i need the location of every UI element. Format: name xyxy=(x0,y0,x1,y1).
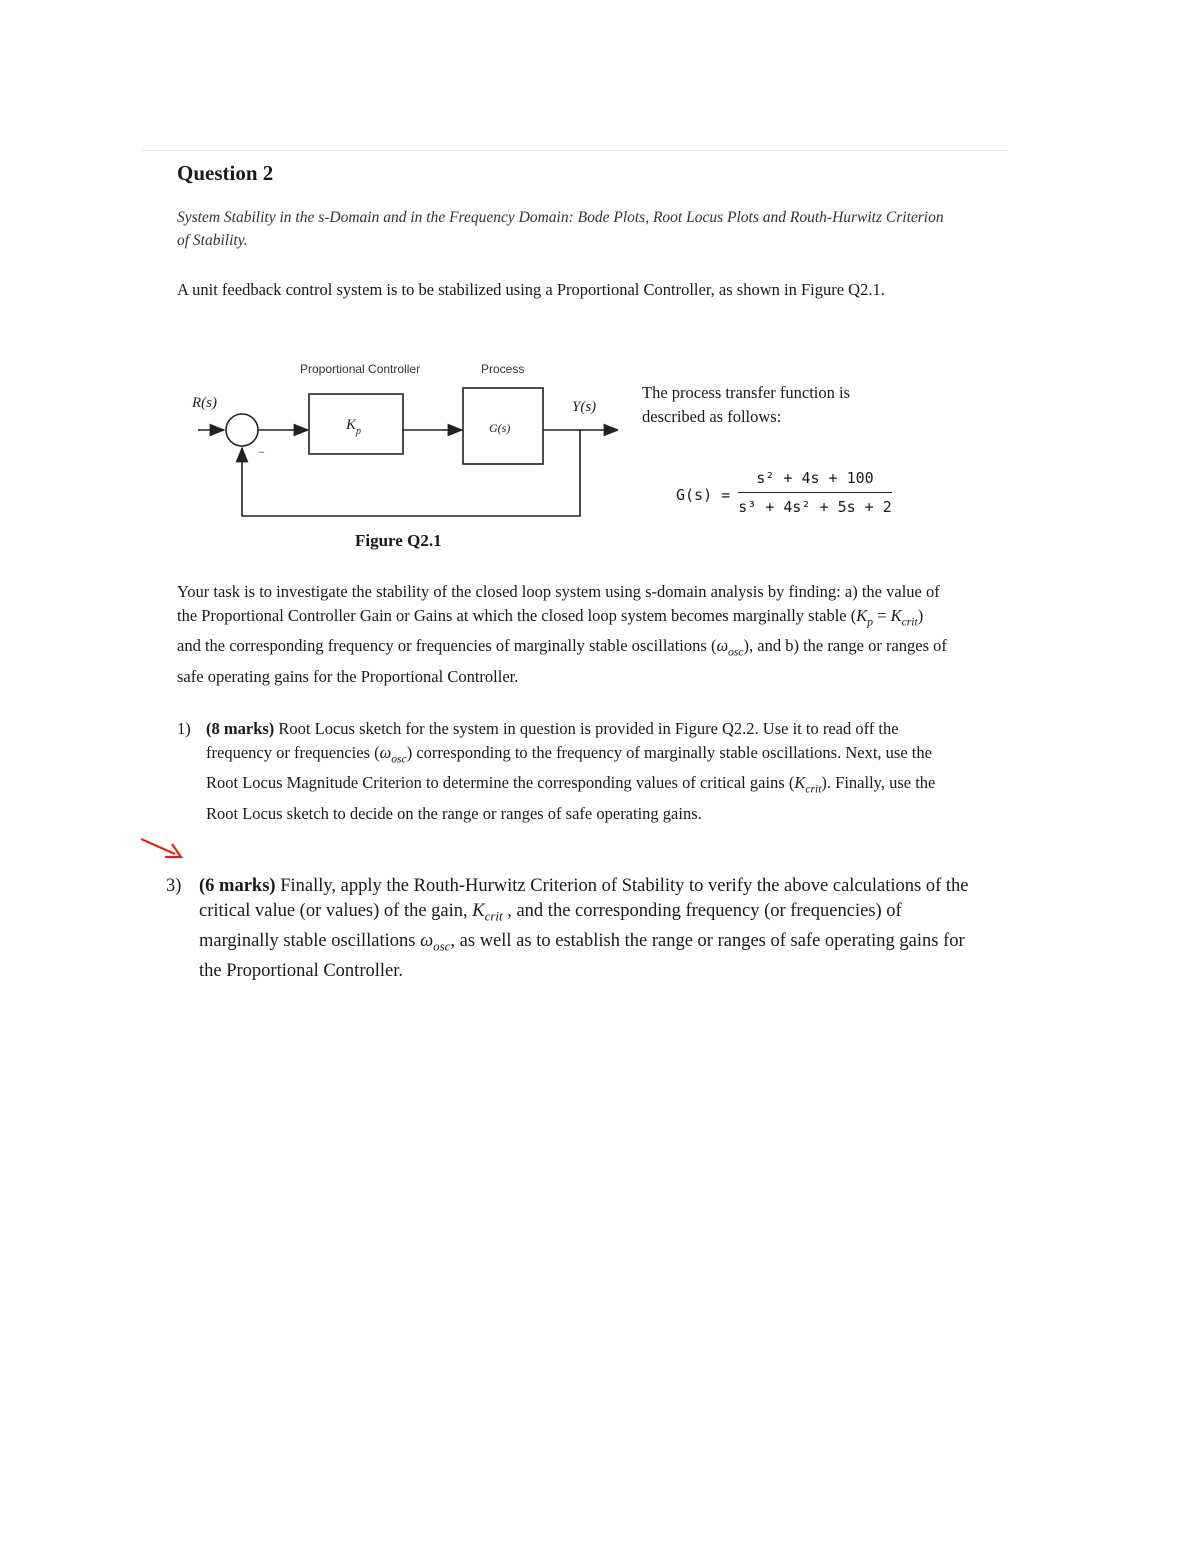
controller-label: Proportional Controller xyxy=(300,362,421,376)
task-paragraph: Your task is to investigate the stability of the closed loop system using s-domain analysis by finding: a) the value of the Proportional Controller Gain or Gains at which the closed loop system becomes marginally stable $(K_p = K_{crit})$ and the corresponding frequency or frequencies of marginally stable oscillations $(\omega_{osc})$, and b) the range or ranges of safe operating gains for the Proportional Controller. xyxy=(177,582,947,687)
controller-gain: $K_p$ xyxy=(346,417,362,437)
list-item-text: (8 marks) Root Locus sketch for the system in question is provided in Figure Q2.2. Use it to read off the frequency or frequencies $(\omega_{osc})$ corresponding to the frequency of marginally stable oscillations. Next, use the Root Locus Magnitude Criterion to determine the corresponding values of critical gains $(K_{crit})$. Finally, use the Root Locus sketch to decide on the range or ranges of safe operating gains. xyxy=(206,719,936,824)
top-divider xyxy=(142,150,1006,151)
process-label: Process xyxy=(481,362,525,376)
question-subtitle: System Stability in the s-Domain and in the Frequency Domain: Bode Plots, Root Locus Plots and Routh-Hurwitz Criterion of Stability. xyxy=(177,209,944,249)
list-item-1 xyxy=(177,717,947,826)
input-label: R(s) xyxy=(192,395,217,411)
transfer-function-denominator: s³ + 4s² + 5s + 2 xyxy=(738,498,892,516)
intro-paragraph: A unit feedback control system is to be stabilized using a Proportional Controller, as shown in Figure Q2.1. xyxy=(177,280,885,299)
block-diagram xyxy=(178,350,618,525)
fraction-bar xyxy=(738,492,892,493)
output-label: Y(s) xyxy=(572,399,597,415)
figure-caption: Figure Q2.1 xyxy=(355,531,442,550)
list-item-text: (6 marks) Finally, apply the Routh-Hurwitz Criterion of Stability to verify the above calculations of the critical value (or values) of the gain, $K_{crit}$ , and the corresponding frequency (or frequencies) of marginally stable oscillations $\omega_{osc}$, as well as to establish the range or ranges of safe operating gains for the Proportional Controller. xyxy=(199,876,969,981)
process-function: G(s) xyxy=(489,421,511,435)
process-description: The process transfer function is described as follows: xyxy=(642,383,851,426)
summing-junction xyxy=(226,414,258,446)
list-item-number: 3) xyxy=(166,876,182,896)
list-item-3 xyxy=(166,874,986,983)
red-arrow-icon xyxy=(139,836,185,862)
minus-sign: − xyxy=(258,445,265,459)
transfer-function-fraction xyxy=(738,467,892,518)
transfer-function-numerator: s² + 4s + 100 xyxy=(756,469,874,487)
transfer-function-lhs: G(s) = xyxy=(676,486,731,504)
question-title: Question 2 xyxy=(177,161,274,185)
feedback-path xyxy=(242,430,580,516)
list-item-number: 1) xyxy=(177,719,191,738)
